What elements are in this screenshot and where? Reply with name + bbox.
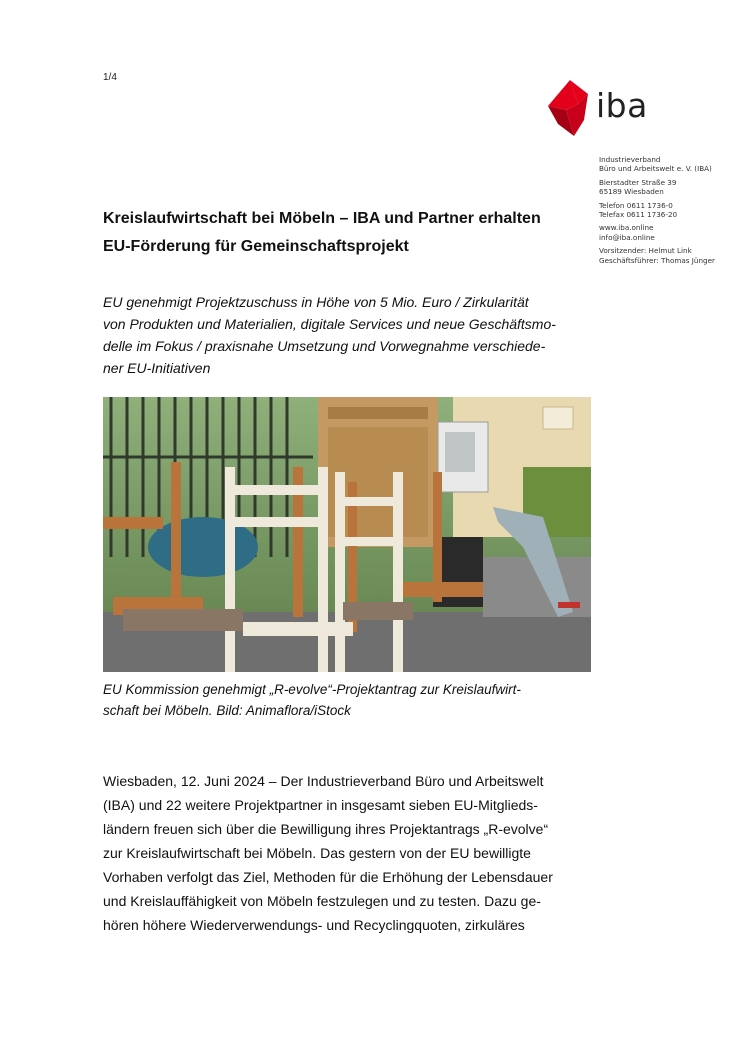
headline-line: Kreislaufwirtschaft bei Möbeln – IBA und Partner erhalten — [103, 210, 541, 227]
body-line: hören höhere Wiederverwendungs- und Recyclingquoten, zirkuläres — [103, 917, 525, 933]
iba-logo — [548, 80, 658, 138]
contact-line: Telefon 0611 1736-0 — [599, 200, 673, 210]
contact-org — [599, 155, 739, 174]
contact-phone — [599, 201, 739, 220]
body-line: Vorhaben verfolgt das Ziel, Methoden für die Erhöhung der Lebensdauer — [103, 869, 553, 885]
subheadline-line: von Produkten und Materialien, digitale Services und neue Geschäftsmo- — [103, 316, 556, 332]
body-line: Wiesbaden, 12. Juni 2024 – Der Industrieverband Büro und Arbeitswelt — [103, 773, 544, 789]
body-line: ländern freuen sich über die Bewilligung ihres Projektantrags „R-evolve“ — [103, 821, 549, 837]
iba-logo-text: iba — [596, 86, 648, 125]
contact-address — [599, 178, 739, 197]
contact-line: Geschäftsführer: Thomas Jünger — [599, 255, 715, 265]
contact-line: Bierstadter Straße 39 — [599, 177, 677, 187]
furniture-photo — [103, 397, 591, 672]
iba-logo-mark-icon — [548, 80, 592, 136]
contact-line: 65189 Wiesbaden — [599, 187, 664, 197]
contact-line: Büro und Arbeitswelt e. V. (IBA) — [599, 164, 712, 174]
caption-line: schaft bei Möbeln. Bild: Animaflora/iStock — [103, 703, 351, 718]
body-line: und Kreislauffähigkeit von Möbeln festzulegen und zu testen. Dazu ge- — [103, 893, 541, 909]
subheadline-line: delle im Fokus / praxisnahe Umsetzung und Vorwegnahme verschiede- — [103, 338, 546, 354]
image-caption — [103, 679, 598, 721]
subheadline — [103, 291, 598, 379]
contact-website-link[interactable]: www.iba.online — [599, 223, 654, 233]
caption-line: EU Kommission genehmigt „R-evolve“-Projektantrag zur Kreislaufwirt- — [103, 682, 521, 697]
subheadline-line: ner EU-Initiativen — [103, 360, 211, 376]
page-number: 1/4 — [103, 72, 117, 83]
headline-line: EU-Förderung für Gemeinschaftsprojekt — [103, 238, 409, 255]
contact-people — [599, 246, 739, 265]
body-line: (IBA) und 22 weitere Projektpartner in insgesamt sieben EU-Mitglieds- — [103, 797, 538, 813]
body-line: zur Kreislaufwirtschaft bei Möbeln. Das gestern von der EU bewilligte — [103, 845, 531, 861]
body-paragraph — [103, 769, 603, 937]
contact-email-link[interactable]: info@iba.online — [599, 232, 655, 242]
subheadline-line: EU genehmigt Projektzuschuss in Höhe von 5 Mio. Euro / Zirkularität — [103, 294, 529, 310]
contact-web — [599, 223, 739, 242]
contact-line: Industrieverband — [599, 155, 661, 164]
contact-block — [599, 155, 739, 269]
contact-line: Vorsitzender: Helmut Link — [599, 246, 692, 256]
contact-line: Telefax 0611 1736-20 — [599, 210, 678, 220]
headline — [103, 205, 603, 261]
photo-of-stacked-used-furniture-icon — [103, 397, 591, 672]
